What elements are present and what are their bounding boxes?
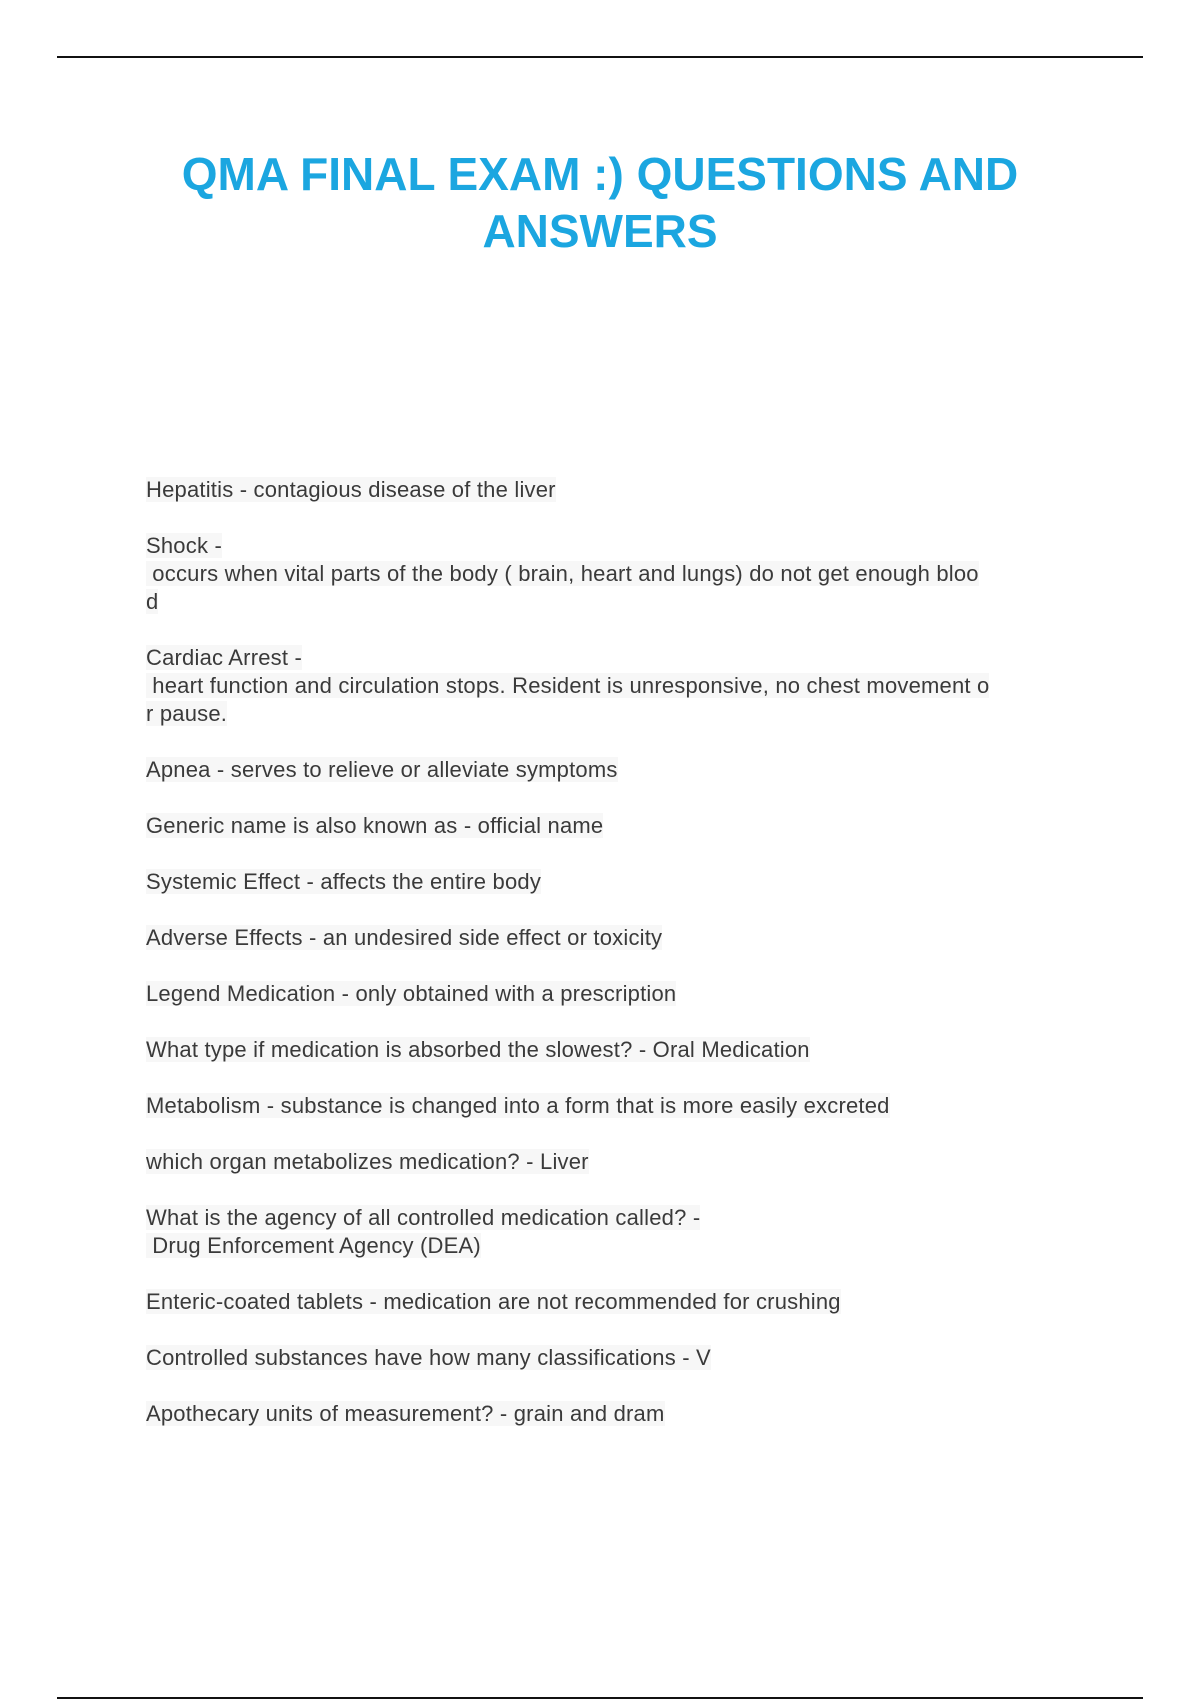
qa-item <box>146 868 1086 896</box>
qa-line: Controlled substances have how many classifications - V <box>146 1345 711 1370</box>
qa-list <box>146 476 1086 1456</box>
qa-item <box>146 644 1086 728</box>
qa-item <box>146 1344 1086 1372</box>
qa-line: r pause. <box>146 701 228 726</box>
qa-line: Shock - <box>146 533 222 558</box>
qa-item <box>146 924 1086 952</box>
qa-line: which organ metabolizes medication? - Liver <box>146 1149 589 1174</box>
qa-item <box>146 756 1086 784</box>
document-title-line-1: QMA FINAL EXAM :) QUESTIONS AND <box>181 148 1019 200</box>
document-title-line-2: ANSWERS <box>482 205 718 257</box>
qa-item <box>146 1400 1086 1428</box>
footer-rule <box>57 1697 1143 1699</box>
qa-line: Adverse Effects - an undesired side effect or toxicity <box>146 925 663 950</box>
qa-line: Hepatitis - contagious disease of the liver <box>146 477 556 502</box>
qa-line: heart function and circulation stops. Resident is unresponsive, no chest movement o <box>146 673 990 698</box>
qa-item <box>146 1148 1086 1176</box>
qa-line: Systemic Effect - affects the entire body <box>146 869 542 894</box>
qa-line: What is the agency of all controlled medication called? - <box>146 1205 701 1230</box>
qa-item <box>146 812 1086 840</box>
qa-item <box>146 1204 1086 1260</box>
qa-line: Enteric-coated tablets - medication are not recommended for crushing <box>146 1289 841 1314</box>
qa-line: Apothecary units of measurement? - grain and dram <box>146 1401 665 1426</box>
qa-line: Cardiac Arrest - <box>146 645 303 670</box>
qa-item <box>146 1036 1086 1064</box>
qa-line: Apnea - serves to relieve or alleviate symptoms <box>146 757 618 782</box>
qa-line: Drug Enforcement Agency (DEA) <box>146 1233 481 1258</box>
qa-item <box>146 532 1086 616</box>
qa-item <box>146 1288 1086 1316</box>
qa-item <box>146 1092 1086 1120</box>
qa-item <box>146 476 1086 504</box>
qa-line: Legend Medication - only obtained with a prescription <box>146 981 677 1006</box>
qa-line: occurs when vital parts of the body ( brain, heart and lungs) do not get enough bloo <box>146 561 979 586</box>
qa-item <box>146 980 1086 1008</box>
document-title <box>100 146 1100 260</box>
qa-line: d <box>146 589 159 614</box>
qa-line: What type if medication is absorbed the slowest? - Oral Medication <box>146 1037 810 1062</box>
qa-line: Generic name is also known as - official name <box>146 813 604 838</box>
qa-line: Metabolism - substance is changed into a form that is more easily excreted <box>146 1093 890 1118</box>
header-rule <box>57 56 1143 58</box>
